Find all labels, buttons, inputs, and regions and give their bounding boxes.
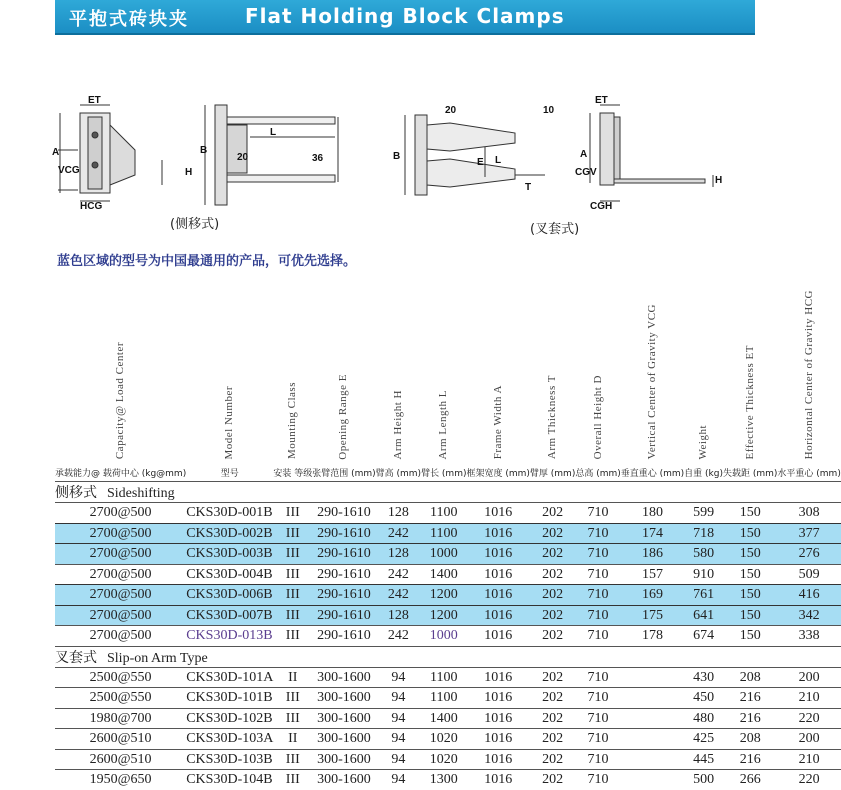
table-cell: 1016 <box>466 770 529 790</box>
section-header-row <box>55 646 841 667</box>
recommendation-note: 蓝色区域的型号为中国最通用的产品，可优先选择。 <box>57 254 357 269</box>
table-cell: 416 <box>777 585 840 606</box>
table-row <box>55 667 841 688</box>
column-header-cn: 自重 (kg) <box>684 469 723 480</box>
table-cell: III <box>273 605 312 626</box>
table-cell: 210 <box>777 688 840 709</box>
table-row <box>55 626 841 647</box>
table-cell: 216 <box>723 688 777 709</box>
table-cell: 266 <box>723 770 777 790</box>
column-header <box>376 290 421 482</box>
table-cell: 202 <box>530 729 575 750</box>
section-title-cn: 侧移式 <box>55 484 97 501</box>
title-banner <box>55 0 755 35</box>
table-cell: 202 <box>530 626 575 647</box>
table-cell: 202 <box>530 708 575 729</box>
table-cell: 210 <box>777 749 840 770</box>
table-cell: 300-1600 <box>312 770 375 790</box>
table-row <box>55 503 841 524</box>
table-cell: 338 <box>777 626 840 647</box>
column-header-cn: 臂长 (mm) <box>421 469 467 480</box>
column-header <box>312 290 375 482</box>
table-cell: 1016 <box>466 626 529 647</box>
table-cell: 216 <box>723 749 777 770</box>
table-cell: 710 <box>575 564 620 585</box>
table-cell: 300-1600 <box>312 749 375 770</box>
svg-text:B: B <box>393 151 401 162</box>
table-cell <box>621 770 684 790</box>
column-header-en: Effective Thickness ET <box>743 344 756 460</box>
svg-text:H: H <box>185 167 193 178</box>
table-cell <box>621 708 684 729</box>
table-cell: 342 <box>777 605 840 626</box>
table-row <box>55 749 841 770</box>
table-cell: 430 <box>684 667 723 688</box>
svg-text:20: 20 <box>237 152 249 163</box>
table-cell: 150 <box>723 544 777 565</box>
table-cell: 150 <box>723 605 777 626</box>
table-cell: 1016 <box>466 503 529 524</box>
table-cell: 94 <box>376 749 421 770</box>
table-cell: 710 <box>575 708 620 729</box>
section-title <box>55 646 841 667</box>
table-cell: 710 <box>575 749 620 770</box>
table-cell: 175 <box>621 605 684 626</box>
table-cell: 718 <box>684 523 723 544</box>
table-cell: 761 <box>684 585 723 606</box>
column-header <box>421 290 466 482</box>
column-header <box>273 290 312 482</box>
table-row <box>55 688 841 709</box>
table-cell: 178 <box>621 626 684 647</box>
table-cell: 1100 <box>421 503 466 524</box>
table-cell: 1100 <box>421 523 466 544</box>
column-header-cn: 框架宽度 (mm) <box>466 469 530 480</box>
table-row <box>55 523 841 544</box>
table-cell: 242 <box>376 626 421 647</box>
column-header <box>466 290 529 482</box>
table-cell: 1016 <box>466 708 529 729</box>
table-cell: 200 <box>777 729 840 750</box>
table-cell: 150 <box>723 626 777 647</box>
table-cell: 200 <box>777 667 840 688</box>
column-header-en: Weight <box>697 424 710 460</box>
table-cell: 202 <box>530 688 575 709</box>
slip-on-diagram <box>385 95 725 210</box>
table-cell: CKS30D-104B <box>186 770 273 790</box>
svg-text:H: H <box>715 175 723 186</box>
table-cell: 509 <box>777 564 840 585</box>
table-cell: 1016 <box>466 729 529 750</box>
column-header-cn: 型号 <box>220 469 239 480</box>
table-cell: 157 <box>621 564 684 585</box>
table-cell: 1200 <box>421 605 466 626</box>
table-cell: CKS30D-007B <box>186 605 273 626</box>
svg-text:20: 20 <box>445 105 457 116</box>
table-cell: II <box>273 667 312 688</box>
svg-text:VCG: VCG <box>58 165 80 176</box>
table-cell: 94 <box>376 708 421 729</box>
table-cell: 242 <box>376 523 421 544</box>
table-cell: 202 <box>530 749 575 770</box>
table-cell: 186 <box>621 544 684 565</box>
title-chinese: 平抱式砖块夹 <box>69 9 189 30</box>
table-cell: 290-1610 <box>312 605 375 626</box>
table-cell: 216 <box>723 708 777 729</box>
table-cell <box>621 749 684 770</box>
spec-table <box>55 290 841 790</box>
svg-text:ET: ET <box>595 95 608 106</box>
column-header-en: Opening Range E <box>337 373 350 460</box>
table-cell: III <box>273 626 312 647</box>
table-cell: 174 <box>621 523 684 544</box>
table-cell: 1200 <box>421 585 466 606</box>
table-cell: CKS30D-101B <box>186 688 273 709</box>
table-cell: 128 <box>376 503 421 524</box>
table-cell: 208 <box>723 729 777 750</box>
table-cell: CKS30D-003B <box>186 544 273 565</box>
svg-text:L: L <box>495 155 502 166</box>
table-cell: 202 <box>530 605 575 626</box>
table-cell: 1016 <box>466 585 529 606</box>
table-cell: 290-1610 <box>312 564 375 585</box>
slip-on-caption: (叉套式) <box>530 222 580 237</box>
column-header-en: Arm Thickness T <box>546 375 559 460</box>
table-cell: 290-1610 <box>312 523 375 544</box>
table-cell: 300-1600 <box>312 729 375 750</box>
column-header-cn: 垂直重心 (mm) <box>620 469 685 480</box>
table-cell: 128 <box>376 605 421 626</box>
table-row <box>55 544 841 565</box>
column-header-en: Arm Height H <box>391 389 404 460</box>
table-cell: 1000 <box>421 544 466 565</box>
title-english: Flat Holding Block Clamps <box>245 4 565 28</box>
table-cell: III <box>273 688 312 709</box>
table-cell: 1950@650 <box>55 770 186 790</box>
table-cell: 290-1610 <box>312 626 375 647</box>
table-cell: 202 <box>530 667 575 688</box>
table-cell: 290-1610 <box>312 585 375 606</box>
svg-text:B: B <box>200 145 208 156</box>
table-cell: 94 <box>376 667 421 688</box>
table-cell: 2700@500 <box>55 605 186 626</box>
table-cell <box>621 729 684 750</box>
svg-text:CGV: CGV <box>575 167 597 178</box>
table-cell: 1016 <box>466 749 529 770</box>
svg-text:L: L <box>270 127 277 138</box>
table-row <box>55 729 841 750</box>
table-cell <box>621 688 684 709</box>
table-cell: 2600@510 <box>55 729 186 750</box>
table-cell: 641 <box>684 605 723 626</box>
svg-text:E: E <box>477 157 484 168</box>
table-cell: 1020 <box>421 749 466 770</box>
column-header <box>55 290 186 482</box>
table-cell: 150 <box>723 503 777 524</box>
column-header-cn: 水平重心 (mm) <box>777 469 841 480</box>
table-cell: CKS30D-103A <box>186 729 273 750</box>
sideshifting-diagram <box>50 95 370 210</box>
table-cell: 450 <box>684 688 723 709</box>
column-header-cn: 张臂范围 (mm) <box>312 469 376 480</box>
svg-text:HCG: HCG <box>80 201 103 212</box>
table-cell: CKS30D-006B <box>186 585 273 606</box>
table-cell: 1400 <box>421 564 466 585</box>
column-header <box>684 290 723 482</box>
table-cell: 2700@500 <box>55 626 186 647</box>
table-cell: 1980@700 <box>55 708 186 729</box>
section-title-en: Slip-on Arm Type <box>107 650 208 666</box>
column-header-en: Overall Height D <box>591 374 604 460</box>
table-cell: 2700@500 <box>55 564 186 585</box>
column-header <box>186 290 273 482</box>
table-row <box>55 708 841 729</box>
table-cell: 290-1610 <box>312 503 375 524</box>
column-header-cn: 臂厚 (mm) <box>529 469 576 480</box>
table-cell: CKS30D-101A <box>186 667 273 688</box>
table-cell: 150 <box>723 523 777 544</box>
table-cell: CKS30D-001B <box>186 503 273 524</box>
table-cell: III <box>273 523 312 544</box>
table-cell: 1016 <box>466 605 529 626</box>
table-cell: 710 <box>575 688 620 709</box>
table-cell: 290-1610 <box>312 544 375 565</box>
column-header <box>723 290 777 482</box>
table-cell: 599 <box>684 503 723 524</box>
table-cell: CKS30D-103B <box>186 749 273 770</box>
table-cell: 202 <box>530 770 575 790</box>
table-cell: 1400 <box>421 708 466 729</box>
table-cell <box>621 667 684 688</box>
svg-text:10: 10 <box>543 105 555 116</box>
table-header-row <box>55 290 841 482</box>
table-cell: III <box>273 544 312 565</box>
table-row <box>55 605 841 626</box>
table-cell: 94 <box>376 688 421 709</box>
table-cell: 674 <box>684 626 723 647</box>
sideshifting-caption: (侧移式) <box>170 217 220 232</box>
column-header <box>575 290 620 482</box>
table-cell: 500 <box>684 770 723 790</box>
table-cell: 377 <box>777 523 840 544</box>
table-cell: II <box>273 729 312 750</box>
svg-text:CGH: CGH <box>590 201 613 212</box>
table-cell: 710 <box>575 729 620 750</box>
table-cell: 202 <box>530 523 575 544</box>
table-cell: 202 <box>530 503 575 524</box>
table-cell: 150 <box>723 585 777 606</box>
table-cell: III <box>273 503 312 524</box>
table-cell: 1100 <box>421 688 466 709</box>
table-cell: 202 <box>530 544 575 565</box>
table-cell: 445 <box>684 749 723 770</box>
column-header-en: Horizontal Center of Gravity HCG <box>802 290 815 460</box>
table-cell: 2600@510 <box>55 749 186 770</box>
table-cell: 300-1600 <box>312 667 375 688</box>
table-row <box>55 585 841 606</box>
table-cell: CKS30D-013B <box>186 626 273 647</box>
section-title <box>55 482 841 503</box>
table-cell: 910 <box>684 564 723 585</box>
table-cell: 710 <box>575 544 620 565</box>
table-cell: 202 <box>530 564 575 585</box>
table-cell: 2700@500 <box>55 523 186 544</box>
table-cell: 308 <box>777 503 840 524</box>
table-cell: 300-1600 <box>312 688 375 709</box>
table-cell: 710 <box>575 605 620 626</box>
svg-text:ET: ET <box>88 95 101 106</box>
table-cell: 2500@550 <box>55 667 186 688</box>
column-header-cn: 安装 等级 <box>273 469 313 480</box>
table-cell: 2700@500 <box>55 544 186 565</box>
table-cell: 1016 <box>466 544 529 565</box>
column-header <box>777 290 840 482</box>
table-cell: 480 <box>684 708 723 729</box>
column-header-cn: 总高 (mm) <box>575 469 621 480</box>
table-cell: 300-1600 <box>312 708 375 729</box>
table-cell: 242 <box>376 585 421 606</box>
svg-text:A: A <box>580 149 588 160</box>
column-header-en: Mounting Class <box>286 382 299 460</box>
table-cell: III <box>273 585 312 606</box>
table-cell: 1016 <box>466 688 529 709</box>
table-cell: III <box>273 708 312 729</box>
section-title-cn: 叉套式 <box>55 648 97 665</box>
table-cell: CKS30D-102B <box>186 708 273 729</box>
table-cell: III <box>273 770 312 790</box>
table-cell: 94 <box>376 770 421 790</box>
table-cell: 710 <box>575 585 620 606</box>
svg-text:A: A <box>52 147 60 158</box>
table-cell: 1000 <box>421 626 466 647</box>
table-cell: 425 <box>684 729 723 750</box>
table-cell: 1100 <box>421 667 466 688</box>
table-cell: 128 <box>376 544 421 565</box>
svg-text:T: T <box>525 182 532 193</box>
table-cell: 276 <box>777 544 840 565</box>
column-header-en: Arm Length L <box>437 389 450 460</box>
column-header-cn: 承载能力@ 载荷中心 (kg@mm) <box>55 469 187 480</box>
table-cell: 220 <box>777 770 840 790</box>
column-header <box>621 290 684 482</box>
column-header-en: Vertical Center of Gravity VCG <box>645 304 658 460</box>
column-header-cn: 失载距 (mm) <box>722 469 778 480</box>
table-cell: 208 <box>723 667 777 688</box>
table-cell: III <box>273 564 312 585</box>
table-cell: 150 <box>723 564 777 585</box>
table-cell: 710 <box>575 770 620 790</box>
table-row <box>55 770 841 790</box>
table-cell: 180 <box>621 503 684 524</box>
table-cell: 169 <box>621 585 684 606</box>
table-cell: 1300 <box>421 770 466 790</box>
table-cell: 580 <box>684 544 723 565</box>
table-cell: CKS30D-004B <box>186 564 273 585</box>
column-header-en: Capacity@ Load Center <box>114 342 127 460</box>
table-cell: 2700@500 <box>55 503 186 524</box>
table-cell: 2500@550 <box>55 688 186 709</box>
column-header-en: Frame Width A <box>491 385 504 460</box>
table-cell: 710 <box>575 523 620 544</box>
table-cell: 710 <box>575 503 620 524</box>
section-header-row <box>55 482 841 503</box>
column-header-en: Model Number <box>223 385 236 460</box>
table-cell: 710 <box>575 626 620 647</box>
section-title-en: Sideshifting <box>107 486 175 502</box>
column-header-cn: 臂高 (mm) <box>375 469 422 480</box>
table-cell: CKS30D-002B <box>186 523 273 544</box>
table-cell: 1016 <box>466 523 529 544</box>
table-cell: 1020 <box>421 729 466 750</box>
svg-text:36: 36 <box>312 153 324 164</box>
table-cell: 1016 <box>466 564 529 585</box>
table-row <box>55 564 841 585</box>
table-cell: 1016 <box>466 667 529 688</box>
table-cell: 202 <box>530 585 575 606</box>
table-cell: 2700@500 <box>55 585 186 606</box>
table-cell: 94 <box>376 729 421 750</box>
table-cell: 710 <box>575 667 620 688</box>
column-header <box>530 290 575 482</box>
table-cell: 220 <box>777 708 840 729</box>
table-cell: 242 <box>376 564 421 585</box>
table-cell: III <box>273 749 312 770</box>
